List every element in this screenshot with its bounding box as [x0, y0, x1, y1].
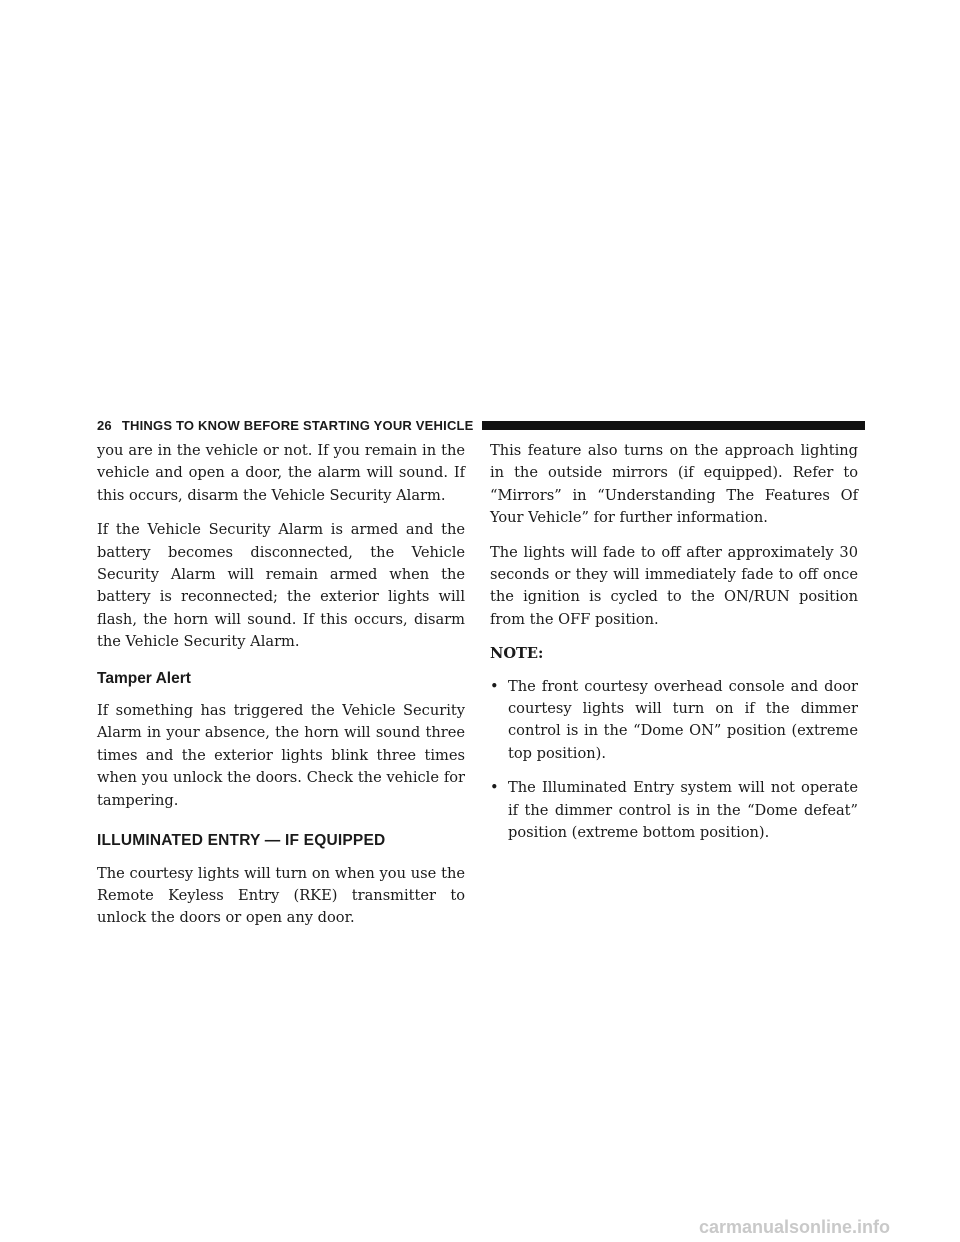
header-rule-bar — [482, 421, 865, 430]
paragraph-battery-disconnect: If the Vehicle Security Alarm is armed and the battery becomes disconnected, the Vehicle Security Alarm will remain armed when the battery is reconnected; the exterior lights will flash, the horn will sound. If this occurs, disarm the Vehicle Security Alarm. — [97, 521, 465, 651]
watermark-footer: carmanualsonline.info — [698, 1217, 890, 1237]
note-label: NOTE: — [490, 645, 544, 663]
page-header — [97, 416, 865, 434]
paragraph-fade-off: The lights will fade to off after approximately 30 seconds or they will immediately fade to off once the ignition is cycled to the ON/RUN position from the OFF position. — [490, 543, 858, 628]
note-bullet-list — [490, 676, 858, 845]
running-section-title: THINGS TO KNOW BEFORE STARTING YOUR VEHICLE — [121, 417, 474, 433]
page-number: 26 — [97, 417, 112, 433]
right-column — [490, 440, 858, 857]
note-bullet-text: The front courtesy overhead console and door courtesy lights will turn on if the dimmer control is in the “Dome ON” position (extreme top position). — [508, 677, 858, 762]
note-bullet-item — [490, 676, 858, 766]
paragraph-courtesy-lights: The courtesy lights will turn on when you use the Remote Keyless Entry (RKE) transmitter to unlock the doors or open any door. — [97, 864, 465, 927]
note-bullet-item — [490, 777, 858, 844]
paragraph-alarm-continuation: you are in the vehicle or not. If you remain in the vehicle and open a door, the alarm will sound. If this occurs, disarm the Vehicle Security Alarm. — [97, 442, 465, 504]
paragraph-tamper-alert: If something has triggered the Vehicle Security Alarm in your absence, the horn will sound three times and the exterior lights blink three times when you unlock the doors. Check the vehicle for tampering. — [97, 702, 465, 809]
bullet-icon: • — [490, 677, 499, 695]
bullet-icon: • — [490, 779, 499, 797]
subheading-tamper-alert: Tamper Alert — [97, 669, 191, 687]
left-column — [97, 440, 465, 942]
note-bullet-text: The Illuminated Entry system will not operate if the dimmer control is in the “Dome defeat” position (extreme bottom position). — [508, 779, 858, 842]
paragraph-approach-lighting: This feature also turns on the approach lighting in the outside mirrors (if equipped). Refer to “Mirrors” in “Understanding The Features Of Your Vehicle” for further information. — [490, 442, 858, 527]
heading-illuminated-entry: ILLUMINATED ENTRY — IF EQUIPPED — [97, 832, 386, 850]
